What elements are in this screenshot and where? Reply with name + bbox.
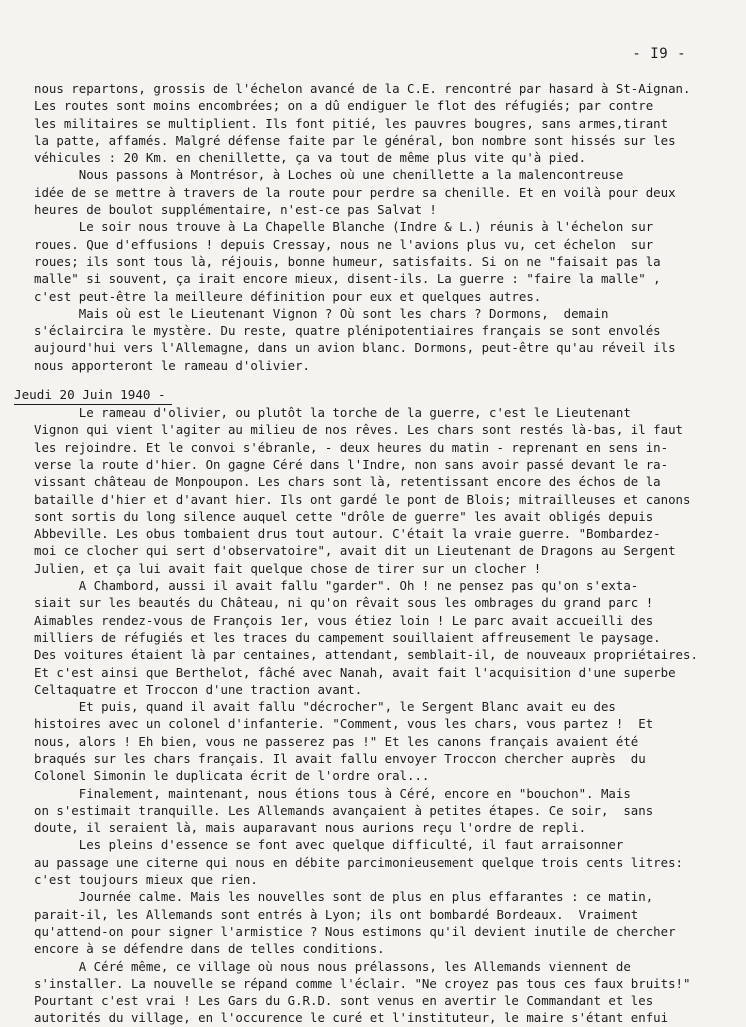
text-line: sont sortis du long silence auquel cette "drôle de guerre" les avait obligés depuis <box>34 508 654 524</box>
text-line: A Céré même, ce village où nous nous prélassons, les Allemands viennent de <box>34 958 631 974</box>
text-line: vissant château de Monpoupon. Les chars sont là, retentissant encore des échos de la <box>34 474 661 490</box>
text-line: nous, alors ! Eh bien, vous ne passerez pas !" Et les canons français avaient été <box>34 733 639 749</box>
text-line: moi ce clocher qui sert d'observatoire", avait dit un Lieutenant de Dragons au Sergent <box>34 543 676 559</box>
text-line: c'est toujours mieux que rien. <box>34 872 258 888</box>
text-line: qu'attend-on pour signer l'armistice ? Nous estimons qu'il devient inutile de chercher <box>34 923 676 939</box>
text-line: parait-il, les Allemands sont entrés à Lyon; ils ont bombardé Bordeaux. Vraiment <box>34 906 639 922</box>
text-line: Le soir nous trouve à La Chapelle Blanche (Indre & L.) réunis à l'échelon sur <box>34 219 654 235</box>
text-line: nous repartons, grossis de l'échelon avancé de la C.E. rencontré par hasard à St-Aignan. <box>34 81 691 96</box>
text-line: aujourd'hui vers l'Allemagne, dans un avion blanc. Dormons, peut-être qu'au réveil ils <box>34 340 676 356</box>
page-number: - I9 - <box>632 46 686 62</box>
text-line: la patte, affamés. Malgré défense faite par le général, bon nombre sont hissés sur les <box>34 132 676 148</box>
text-line: bataille d'hier et d'avant hier. Ils ont gardé le pont de Blois; mitrailleuses et canons <box>34 491 691 507</box>
date-heading: Jeudi 20 Juin 1940 - <box>14 386 172 405</box>
text-line: Les routes sont moins encombrées; on a dû endiguer le flot des réfugiés; par contre <box>34 98 654 114</box>
text-line: Aimables rendez-vous de François 1er, vous étiez loin ! Le parc avait accueilli des <box>34 612 654 628</box>
text-line: heures de boulot supplémentaire, n'est-ce pas Salvat ! <box>34 202 437 218</box>
text-line: braqués sur les chars français. Il avait fallu envoyer Troccon chercher auprès du <box>34 750 646 766</box>
text-line: doute, il seraient là, mais auparavant nous aurions reçu l'ordre de repli. <box>34 820 587 836</box>
text-line: s'installer. La nouvelle se répand comme l'éclair. "Ne croyez pas tous ces faux bruits!" <box>34 975 691 991</box>
text-line: Le rameau d'olivier, ou plutôt la torche de la guerre, c'est le Lieutenant <box>34 405 631 421</box>
text-line: Vignon qui vient l'agiter au milieu de nos rêves. Les chars sont restés là-bas, il faut <box>34 422 684 438</box>
text-line: c'est peut-être la meilleure définition pour eux et quelques autres. <box>34 288 542 304</box>
text-line: nous apporteront le rameau d'olivier. <box>34 357 311 373</box>
text-line: Les pleins d'essence se font avec quelque difficulté, il faut arraisonner <box>34 837 624 853</box>
text-line: encore à se défendre dans de telles conditions. <box>34 941 385 957</box>
text-line: Journée calme. Mais les nouvelles sont de plus en plus effarantes : ce matin, <box>34 889 654 905</box>
text-line: véhicules : 20 Km. en chenillette, ça va tout de même plus vite qu'à pied. <box>34 150 587 166</box>
text-line: les rejoindre. Et le convoi s'ébranle, - deux heures du matin - reprenant en sens in- <box>34 439 669 455</box>
text-line: Nous passons à Montrésor, à Loches où une chenillette a la malencontreuse <box>34 167 624 183</box>
text-line: Et c'est ainsi que Berthelot, fâché avec Nanah, avait fait l'acquisition d'une superbe <box>34 664 676 680</box>
text-line: verse la route d'hier. On gagne Céré dans l'Indre, non sans avoir passé devant le ra- <box>34 456 669 472</box>
text-line: roues; ils sont tous là, réjouis, bonne humeur, satisfaits. Si on ne "faisait pas la <box>34 253 661 269</box>
text-line: Colonel Simonin le duplicata écrit de l'ordre oral... <box>34 768 430 784</box>
section-2 <box>34 404 724 1027</box>
text-line: Finalement, maintenant, nous étions tous à Céré, encore en "bouchon". Mais <box>34 785 631 801</box>
text-line: idée de se mettre à travers de la route pour perdre sa chenille. Et en voilà pour deux <box>34 184 676 200</box>
text-line: Pourtant c'est vrai ! Les Gars du G.R.D. sont venus en avertir le Commandant et les <box>34 993 654 1009</box>
text-line: s'éclaircira le mystère. Du reste, quatre plénipotentiaires français se sont envolés <box>34 323 661 339</box>
date-heading-row <box>14 384 724 404</box>
text-line: Abbeville. Les obus tombaient drus tout autour. C'était la vraie guerre. "Bombardez- <box>34 526 661 542</box>
text-line: autorités du village, en l'occurence le curé et l'instituteur, le maire s'étant enfui <box>34 1010 669 1026</box>
text-line: Julien, et ça lui avait fait quelque chose de tirer sur un clocher ! <box>34 560 542 576</box>
text-line: siait sur les beautés du Château, ni qu'on rêvait sous les ombrages du grand parc ! <box>34 595 654 611</box>
text-line: Et puis, quand il avait fallu "décrocher", le Sergent Blanc avait eu des <box>34 699 616 715</box>
section-1 <box>34 80 724 374</box>
text-line: les militaires se multiplient. Ils font pitié, les pauvres bougres, sans armes,tirant <box>34 115 669 131</box>
text-line: roues. Que d'effusions ! depuis Cressay, nous ne l'avions plus vu, cet échelon sur <box>34 236 654 252</box>
document-body <box>14 80 724 1027</box>
text-line: histoires avec un colonel d'infanterie. "Comment, vous les chars, vous partez ! Et <box>34 716 654 732</box>
text-line: Des voitures étaient là par centaines, attendant, semblait-il, de nouveaux propriétaires. <box>34 647 698 663</box>
text-line: milliers de réfugiés et les traces du campement souillaient affreusement le paysage. <box>34 629 661 645</box>
text-line: on s'estimait tranquille. Les Allemands avançaient à petites étapes. Ce soir, sans <box>34 802 654 818</box>
text-line: Mais où est le Lieutenant Vignon ? Où sont les chars ? Dormons, demain <box>34 305 609 321</box>
text-line: Celtaquatre et Troccon d'une traction avant. <box>34 681 363 697</box>
text-line: malle" si souvent, ça irait encore mieux, disent-ils. La guerre : "faire la malle" , <box>34 271 661 287</box>
text-line: au passage une citerne qui nous en débite parcimonieusement quelque trois cents litres: <box>34 854 684 870</box>
text-line: A Chambord, aussi il avait fallu "garder". Oh ! ne pensez pas qu'on s'exta- <box>34 578 639 594</box>
